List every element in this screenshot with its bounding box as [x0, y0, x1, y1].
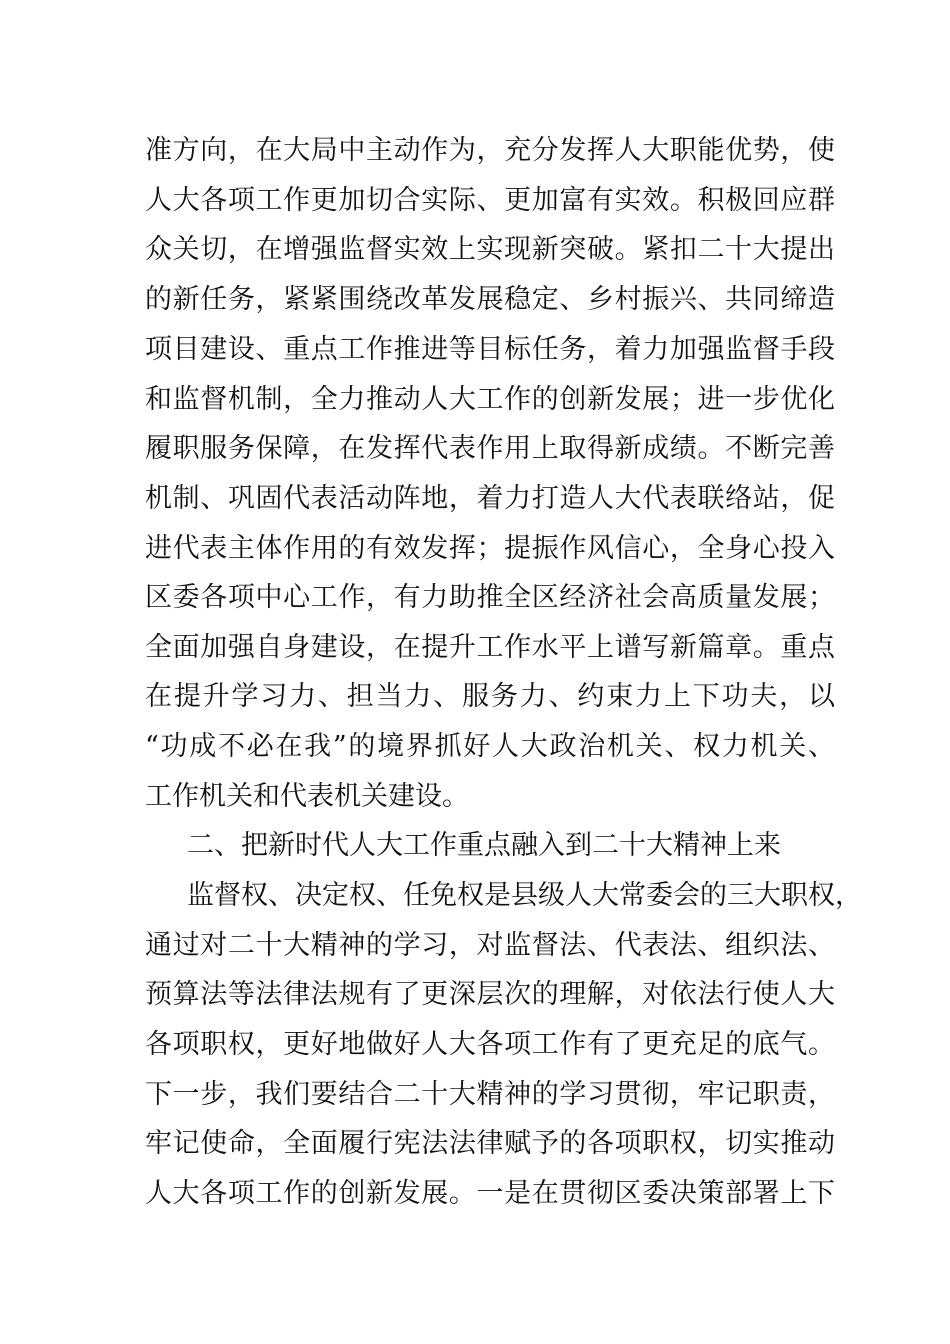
text-line: 和监督机制，全力推动人大工作的创新发展；进一步优化: [145, 384, 835, 415]
text-line: “功成不必在我”的境界抓好人大政治机关、权力机关、: [145, 731, 835, 762]
section-heading: 二、把新时代人大工作重点融入到二十大精神上来: [187, 830, 781, 861]
paragraph-first-line: 监督权、决定权、任免权是县级人大常委会的三大职权，: [187, 880, 862, 911]
text-line: 各项职权，更好地做好人大各项工作有了更充足的底气。: [145, 1029, 835, 1060]
text-line: 区委各项中心工作，有力助推全区经济社会高质量发展；: [145, 582, 835, 613]
text-line: 预算法等法律法规有了更深层次的理解，对依法行使人大: [145, 979, 835, 1010]
text-line: 人大各项工作更加切合实际、更加富有实效。积极回应群: [145, 185, 835, 216]
text-line: 项目建设、重点工作推进等目标任务，着力加强监督手段: [145, 334, 835, 365]
text-line: 通过对二十大精神的学习，对监督法、代表法、组织法、: [145, 930, 835, 961]
text-line: 牢记使命，全面履行宪法法律赋予的各项职权，切实推动: [145, 1128, 835, 1159]
text-line: 众关切，在增强监督实效上实现新突破。紧扣二十大提出: [145, 234, 835, 265]
text-line: 准方向，在大局中主动作为，充分发挥人大职能优势，使: [145, 135, 835, 166]
text-line: 的新任务，紧紧围绕改革发展稳定、乡村振兴、共同缔造: [145, 284, 835, 315]
text-line: 履职服务保障，在发挥代表作用上取得新成绩。不断完善: [145, 433, 835, 464]
text-line: 进代表主体作用的有效发挥；提振作风信心，全身心投入: [145, 533, 835, 564]
text-line: 工作机关和代表机关建设。: [145, 781, 469, 812]
text-line: 机制、巩固代表活动阵地，着力打造人大代表联络站，促: [145, 483, 835, 514]
text-line: 在提升学习力、担当力、服务力、约束力上下功夫，以: [145, 681, 835, 712]
text-line: 下一步，我们要结合二十大精神的学习贯彻，牢记职责，: [145, 1079, 835, 1110]
text-line: 全面加强自身建设，在提升工作水平上谱写新篇章。重点: [145, 632, 835, 663]
text-line: 人大各项工作的创新发展。一是在贯彻区委决策部署上下: [145, 1178, 835, 1209]
